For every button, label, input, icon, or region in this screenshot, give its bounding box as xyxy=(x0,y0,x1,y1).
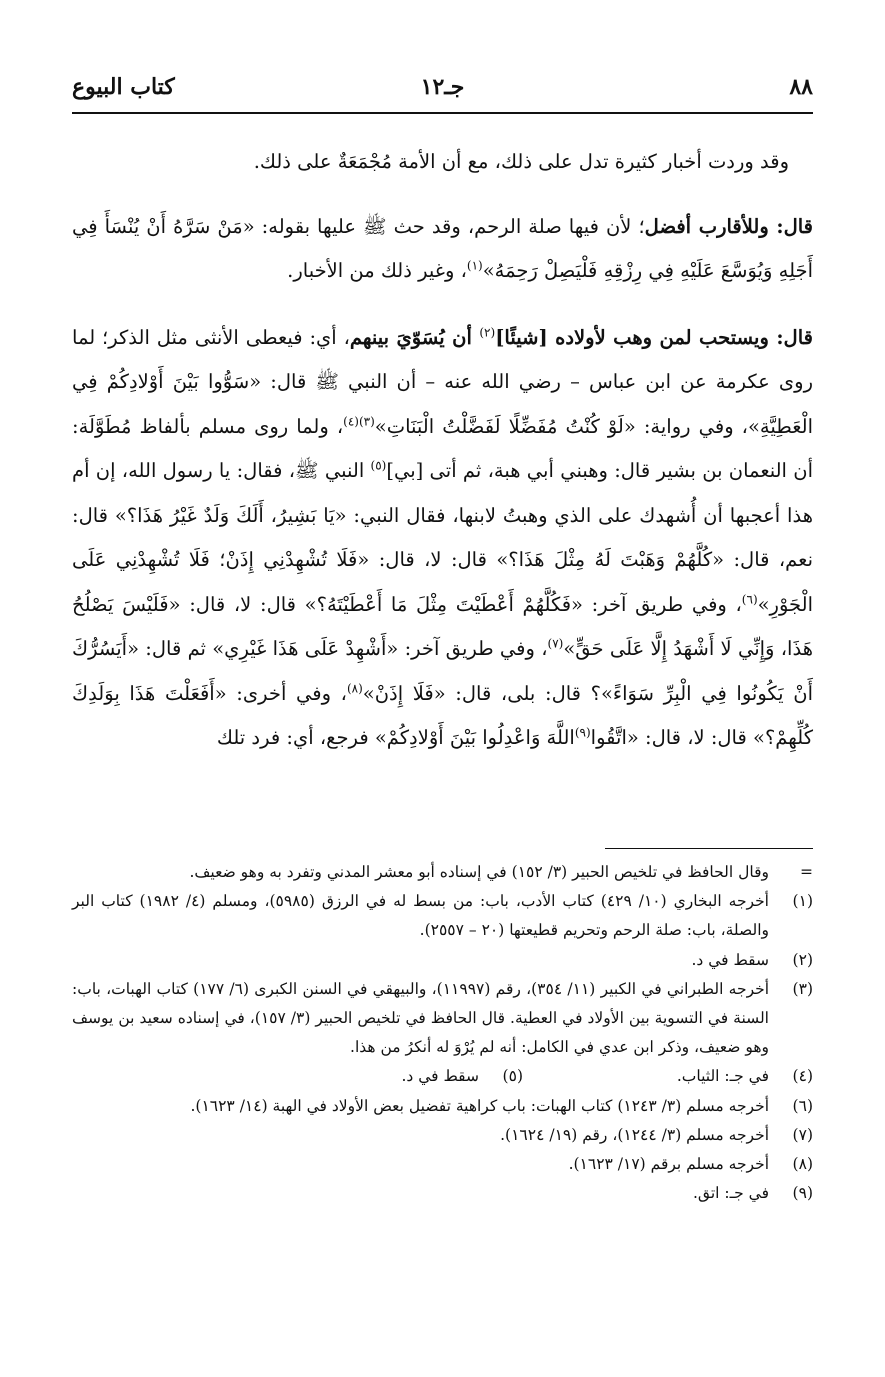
footnote-text: أخرجه الطبراني في الكبير (١١/ ٣٥٤)، رقم (١١٩٩٧)، والبيهقي في السنن الكبرى (٦/ ١٧٧) كتاب الهبات، باب: السنة في التسوية بين الأولاد في العطية. قال الحافظ في تلخيص الحبير (٣/ ١٥٧)، في إسناده سعيد بن يوسف وهو ضعيف، وذكر ابن عدي في الكامل: أنه لم يُرْوَ له أنكرُ من هذا. xyxy=(72,979,770,1057)
volume-label: جـ١٢ xyxy=(420,74,465,100)
footnote-ref[interactable]: (٦) xyxy=(741,592,758,606)
commentary-text: ، وغير ذلك من الأخبار. xyxy=(287,259,467,282)
footnote-ref[interactable]: (٣) xyxy=(358,414,375,428)
book-title: كتاب البيوع xyxy=(72,74,175,100)
footnote-ref[interactable]: (٢) xyxy=(479,325,496,339)
footnote-marker: (٧) xyxy=(792,1125,813,1144)
footnote-7 xyxy=(72,1121,813,1150)
footnote-1 xyxy=(72,887,813,945)
footnote-ref[interactable]: (١) xyxy=(466,258,483,273)
footnote-ref[interactable]: (٧) xyxy=(547,636,564,651)
commentary-text: ، أي: فيعطى الأنثى مثل الذكر؛ لما روى عكرمة عن ابن عباس – رضي الله عنه – أن النبي ﷺ قال: «سَوُّوا بَيْنَ أَوْلادِكُمْ فِي الْعَطِيَّةِ»، وفي رواية: «لَوْ كُنْتُ مُفَضِّلًا لَفَضَّلْتُ الْبَنَاتِ» xyxy=(72,325,813,438)
footnote-rule xyxy=(605,848,813,849)
footnote-marker: (٢) xyxy=(792,950,813,969)
footnote-8 xyxy=(72,1150,813,1179)
header-rule xyxy=(72,112,813,114)
footnote-4 xyxy=(677,1062,813,1091)
footnote-text: وقال الحافظ في تلخيص الحبير (٣/ ١٥٢) في إسناده أبو معشر المدني وتفرد به وهو ضعيف. xyxy=(189,863,769,881)
commentary-text: اللَّهَ وَاعْدِلُوا بَيْنَ أَوْلادِكُمْ» فرجع، أي: فرد تلك xyxy=(216,726,575,749)
footnote-ref[interactable]: (٤) xyxy=(343,414,359,428)
paragraph-2 xyxy=(72,205,813,294)
commentary-text: ، ولما روى مسلم بألفاظ مُطَوَّلَة: أن النعمان بن بشير قال: وهبني أبي هبة، ثم أتى [بي] xyxy=(72,414,813,482)
footnote-text: أخرجه البخاري (١٠/ ٤٢٩) كتاب الأدب، باب: من بسط له في الرزق (٥٩٨٥)، ومسلم (٤/ ١٩٨٢) كتاب البر والصلة، باب: صلة الرحم وتحريم قطيعتها (٢٠ – ٢٥٥٧). xyxy=(72,892,769,940)
commentary-text: ؛ لأن فيها صلة الرحم، وقد حث ﷺ عليها بقوله: «مَنْ سَرَّهُ أَنْ يُنْسَأَ فِي أَجَلِهِ وَيُوَسَّعَ عَلَيْهِ فِي رِزْقِهِ فَلْيَصِلْ رَحِمَهُ» xyxy=(72,214,813,282)
footnote-marker: (٤) xyxy=(792,1067,813,1086)
footnote-text: أخرجه مسلم (٣/ ١٢٤٣) كتاب الهبات: باب كراهية تفضيل بعض الأولاد في الهبة (١٤/ ١٦٢٣). xyxy=(190,1096,769,1115)
footnote-marker: (٩) xyxy=(792,1184,813,1203)
continuation-marker: = xyxy=(800,863,813,881)
running-head xyxy=(72,74,813,110)
commentary-text: ، وفي طريق آخر: «فَكُلَّهُمْ أَعْطَيْتَ مِثْلَ مَا أَعْطَيْتَهُ؟» قال: لا، قال: «فَلَيْسَ يَصْلُحُ هَذَا، وَإِنِّي لَا أَشْهَدُ إِلَّا عَلَى حَقٍّ» xyxy=(72,592,813,660)
footnote-marker: (٦) xyxy=(792,1096,813,1115)
footnote-marker: (٣) xyxy=(792,979,813,998)
paragraph-3 xyxy=(72,316,813,761)
matn-lead: أن يُسَوّيَ بينهم xyxy=(349,325,480,349)
footnotes xyxy=(72,858,813,1208)
commentary-text: ، وفي أخرى: «أَفَعَلْتَ هَذَا بِوَلَدِكَ كُلِّهِمْ؟» قال: لا، قال: «اتَّقُوا xyxy=(72,681,813,749)
footnote-text: في جـ: اتق. xyxy=(692,1184,769,1203)
footnote-marker: (١) xyxy=(792,892,813,911)
footnote-9 xyxy=(72,1179,813,1208)
matn-lead: قال: وللأقارب أفضل xyxy=(644,214,814,238)
footnote-ref[interactable]: (٨) xyxy=(346,681,363,695)
footnote-2 xyxy=(72,946,813,975)
matn-lead: قال: ويستحب لمن وهب لأولاده [شيئًا] xyxy=(495,325,813,349)
footnote-continuation xyxy=(72,858,813,887)
commentary-text: ، وفي طريق آخر: «أَشْهِدْ عَلَى هَذَا غَيْرِي» ثم قال: «أَيَسُرُّكَ أَنْ يَكُونُوا فِي الْبِرِّ سَوَاءً»؟ قال: بلى، قال: «فَلَا إِذَنْ» xyxy=(72,637,813,705)
main-text xyxy=(72,140,813,783)
paragraph-1: وقد وردت أخبار كثيرة تدل على ذلك، مع أن الأمة مُجْمَعَةٌ على ذلك. xyxy=(253,150,789,173)
footnote-text: في جـ: الثياب. xyxy=(676,1067,769,1086)
footnote-ref[interactable]: (٩) xyxy=(574,725,591,740)
footnote-3 xyxy=(72,975,813,1063)
footnote-ref[interactable]: (٥) xyxy=(370,458,387,473)
footnote-marker: (٥) xyxy=(502,1067,523,1086)
footnote-text: أخرجه مسلم (٣/ ١٢٤٤)، رقم (١٩/ ١٦٢٤). xyxy=(500,1125,769,1144)
footnote-5 xyxy=(401,1062,523,1091)
footnote-text: أخرجه مسلم برقم (١٧/ ١٦٢٣). xyxy=(568,1155,769,1174)
footnote-6 xyxy=(72,1092,813,1121)
footnote-text: سقط في د. xyxy=(691,950,769,969)
commentary-text: النبي ﷺ، فقال: يا رسول الله، إن أم هذا أعجبها أن أُشهدك على الذي وهبتُ لابنها، فقال النبي: «يَا بَشِيرُ، أَلَكَ وَلَدٌ غَيْرُ هَذَا؟» قال: نعم، قال: «كُلَّهُمْ وَهَبْتَ لَهُ مِثْلَ هَذَا؟» قال: لا، قال: «فَلَا تُشْهِدْنِي إِذَنْ؛ فَلَا تُشْهِدْنِي عَلَى الْجَوْرِ» xyxy=(72,459,813,616)
footnote-marker: (٨) xyxy=(792,1155,813,1174)
footnote-text: سقط في د. xyxy=(401,1067,479,1086)
page-number: ٨٨ xyxy=(789,74,813,100)
footnote-row-4-5 xyxy=(72,1062,813,1091)
